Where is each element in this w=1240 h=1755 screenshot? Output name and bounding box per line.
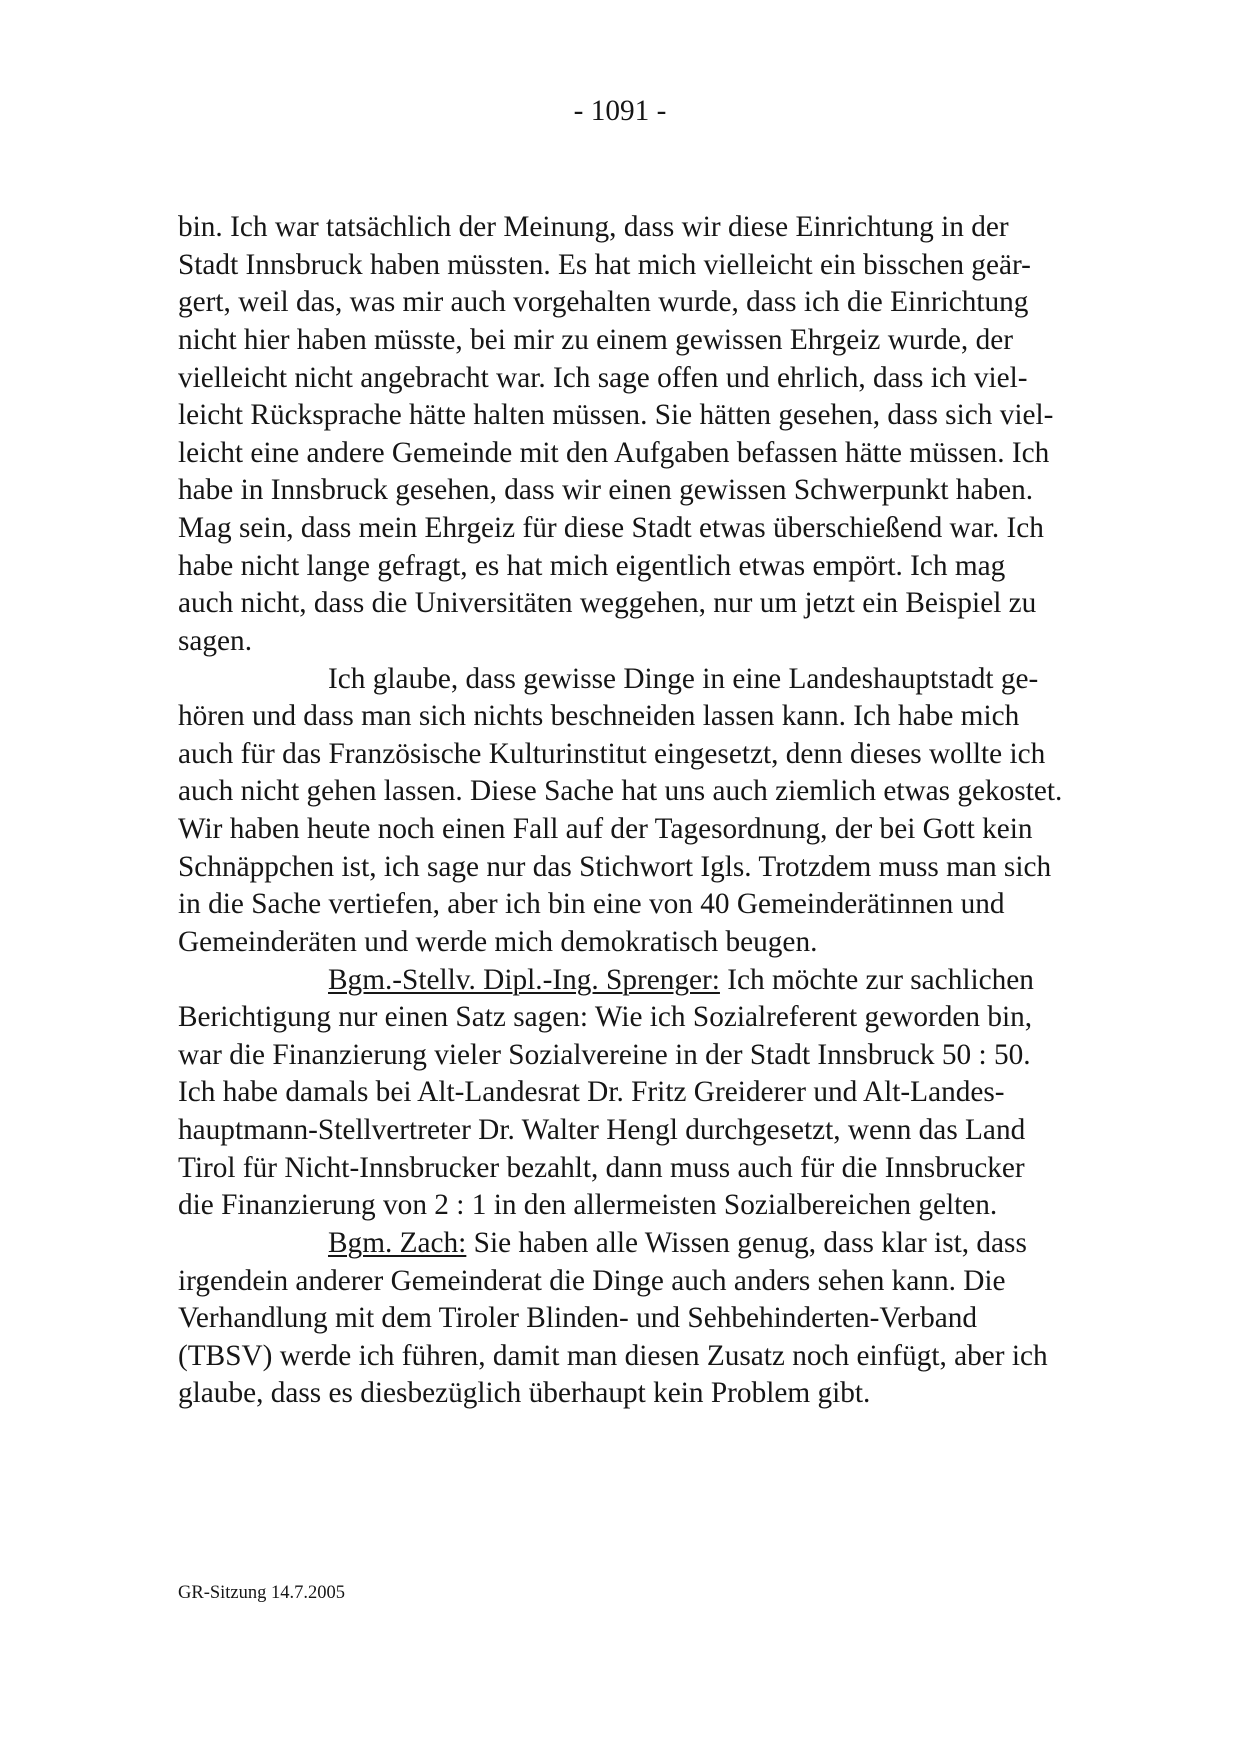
paragraph xyxy=(178,209,1218,661)
text-line: Verhandlung mit dem Tiroler Blinden- und Sehbehinderten-Verband xyxy=(178,1302,978,1335)
text-line: Wir haben heute noch einen Fall auf der Tagesordnung, der bei Gott kein xyxy=(178,813,1033,845)
paragraph xyxy=(178,661,1218,962)
text-line: war die Finanzierung vieler Sozialvereine in der Stadt Innsbruck 50 : 50. xyxy=(178,1038,1031,1071)
text-line: bin. Ich war tatsächlich der Meinung, dass wir diese Einrichtung in der xyxy=(178,211,1009,243)
text-line: in die Sache vertiefen, aber ich bin eine von 40 Gemeinderätinnen und xyxy=(178,888,1005,921)
speaker-name: Bgm. Zach: xyxy=(328,1226,467,1259)
body-text xyxy=(178,209,1218,1413)
text-line: glaube, dass es diesbezüglich überhaupt kein Problem gibt. xyxy=(178,1377,871,1410)
text-line: Ich habe damals bei Alt-Landesrat Dr. Fritz Greiderer und Alt-Landes- xyxy=(178,1076,1005,1109)
speaker-line xyxy=(178,962,1218,1000)
text-line: nicht hier haben müsste, bei mir zu einem gewissen Ehrgeiz wurde, der xyxy=(178,323,1013,356)
text-line: Tirol für Nicht-Innsbrucker bezahlt, dann muss auch für die Innsbrucker xyxy=(178,1151,1025,1184)
speaker-name: Bgm.-Stellv. Dipl.-Ing. Sprenger: xyxy=(328,963,720,996)
text-line: vielleicht nicht angebracht war. Ich sage offen und ehrlich, dass ich viel- xyxy=(178,361,1028,394)
text-line: Berichtigung nur einen Satz sagen: Wie ich Sozialreferent geworden bin, xyxy=(178,1001,1033,1034)
text-span: Sie haben alle Wissen genug, dass klar ist, dass xyxy=(466,1226,1027,1259)
paragraph xyxy=(178,962,1218,1225)
text-line: hauptmann-Stellvertreter Dr. Walter Hengl durchgesetzt, wenn das Land xyxy=(178,1114,1026,1146)
text-line: habe in Innsbruck gesehen, dass wir einen gewissen Schwerpunkt haben. xyxy=(178,474,1034,507)
text-span: Ich möchte zur sachlichen xyxy=(719,963,1034,996)
text-line: die Finanzierung von 2 : 1 in den allermeisten Sozialbereichen gelten. xyxy=(178,1189,998,1222)
text-line: leicht eine andere Gemeinde mit den Aufgaben befassen hätte müssen. Ich xyxy=(178,436,1050,469)
text-line: auch nicht, dass die Universitäten weggehen, nur um jetzt ein Beispiel zu xyxy=(178,587,1037,620)
text-line: Stadt Innsbruck haben müssten. Es hat mich vielleicht ein bisschen geär- xyxy=(178,248,1031,281)
text-line: auch nicht gehen lassen. Diese Sache hat uns auch ziemlich etwas gekostet. xyxy=(178,775,1063,808)
text-line: irgendein anderer Gemeinderat die Dinge auch anders sehen kann. Die xyxy=(178,1264,1006,1297)
page-number: - 1091 - xyxy=(573,95,667,127)
footer-session-label: GR-Sitzung 14.7.2005 xyxy=(178,1583,346,1603)
text-line: auch für das Französische Kulturinstitut eingesetzt, denn dieses wollte ich xyxy=(178,737,1046,770)
text-line: hören und dass man sich nichts beschneiden lassen kann. Ich habe mich xyxy=(178,700,1020,733)
text-line: leicht Rücksprache hätte halten müssen. Sie hätten gesehen, dass sich viel- xyxy=(178,399,1054,432)
speaker-line xyxy=(178,1225,1218,1263)
paragraph xyxy=(178,1225,1218,1413)
text-line: (TBSV) werde ich führen, damit man diesen Zusatz noch einfügt, aber ich xyxy=(178,1339,1048,1372)
text-line: Mag sein, dass mein Ehrgeiz für diese Stadt etwas überschießend war. Ich xyxy=(178,512,1044,544)
text-line: Schnäppchen ist, ich sage nur das Stichwort Igls. Trotzdem muss man sich xyxy=(178,850,1052,883)
text-line: sagen. xyxy=(178,624,253,657)
text-line: gert, weil das, was mir auch vorgehalten wurde, dass ich die Einrichtung xyxy=(178,286,1029,319)
text-line: Gemeinderäten und werde mich demokratisch beugen. xyxy=(178,925,818,958)
text-line: Ich glaube, dass gewisse Dinge in eine Landeshauptstadt ge- xyxy=(328,662,1039,695)
text-line: habe nicht lange gefragt, es hat mich eigentlich etwas empört. Ich mag xyxy=(178,549,1006,582)
